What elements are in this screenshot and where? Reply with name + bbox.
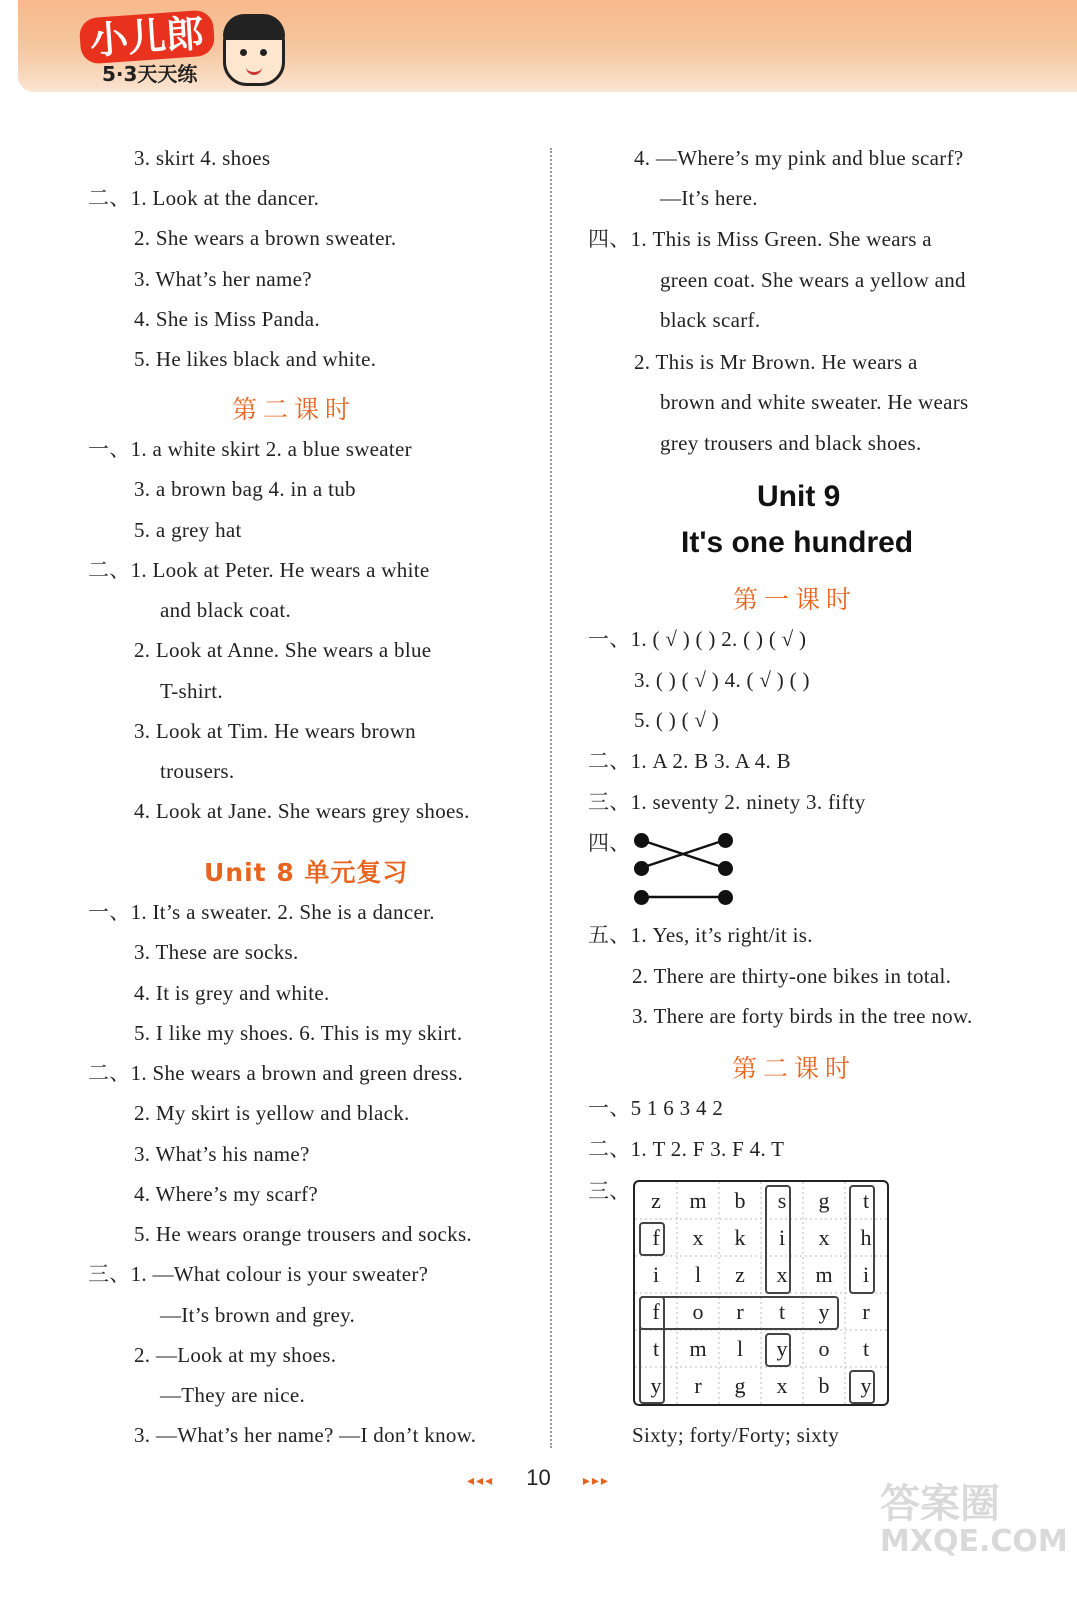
answer-line: 3. These are socks. [134, 940, 299, 964]
answer-line: 5. He likes black and white. [134, 347, 377, 371]
right-arrows-icon: ▸▸▸ [582, 1472, 610, 1488]
grid-letter: y [860, 1373, 872, 1398]
watermark-text: 答案圈 [880, 1481, 1000, 1527]
grid-letter: y [650, 1373, 662, 1398]
grid-letter: g [818, 1188, 830, 1213]
grid-letter: o [818, 1336, 830, 1361]
grid-letter: s [777, 1188, 787, 1213]
series-name: 5·3天天练 [102, 62, 198, 86]
answer-line: and black coat. [160, 598, 292, 622]
answer-line: 五、1. Yes, it’s right/it is. [588, 923, 813, 947]
match-dot [718, 890, 733, 905]
grid-letter: i [862, 1262, 870, 1287]
answer-line: 一、1. It’s a sweater. 2. She is a dancer. [88, 900, 435, 924]
watermark-url: MXQE.COM [880, 1524, 1068, 1559]
unit-title: Unit 9 [757, 480, 841, 513]
grid-letter: t [862, 1188, 870, 1213]
grid-letter: z [735, 1262, 745, 1287]
grid-letter: b [818, 1373, 830, 1398]
grid-letter: r [862, 1299, 870, 1324]
watermark [880, 1482, 1068, 1558]
answer-line: 三、1. seventy 2. ninety 3. fifty [588, 790, 866, 814]
grid-letter: m [689, 1336, 707, 1361]
answer-line: —They are nice. [160, 1383, 306, 1407]
answer-line: 3. a brown bag 4. in a tub [134, 477, 356, 501]
answer-line: 3. ( ) ( √ ) 4. ( √ ) ( ) [634, 668, 810, 692]
grid-letter: l [694, 1262, 702, 1287]
grid-letter: g [734, 1373, 746, 1398]
answer-line: 3. —What’s her name? —I don’t know. [134, 1423, 477, 1447]
answer-line: grey trousers and black shoes. [660, 431, 922, 455]
answer-line: T-shirt. [160, 679, 223, 703]
answer-line: 4. She is Miss Panda. [134, 307, 320, 331]
grid-letter: m [815, 1262, 833, 1287]
answer-line: 二、1. T 2. F 3. F 4. T [588, 1137, 785, 1161]
answer-line: 2. This is Mr Brown. He wears a [634, 350, 918, 374]
answer-line: 4. Look at Jane. She wears grey shoes. [134, 799, 470, 823]
grid-letter: r [736, 1299, 744, 1324]
section-heading: 第二课时 [232, 395, 357, 424]
grid-letter: h [860, 1225, 872, 1250]
answer-line: 5. He wears orange trousers and socks. [134, 1222, 472, 1246]
answer-line: 二、1. Look at Peter. He wears a white [88, 558, 430, 582]
grid-letter: i [652, 1262, 660, 1287]
column-divider [550, 148, 552, 1448]
grid-letter: b [734, 1188, 746, 1213]
answer-line: 四、1. This is Miss Green. She wears a [588, 227, 932, 251]
grid-letter: x [776, 1262, 788, 1287]
answer-line: 三、1. —What colour is your sweater? [88, 1262, 429, 1286]
unit-review-heading: Unit 8 单元复习 [204, 858, 409, 887]
word-search-grid [633, 1180, 889, 1406]
brand-logo: 小儿郎 [79, 9, 216, 64]
answer-line: 3. skirt 4. shoes [134, 146, 271, 170]
grid-letter: k [734, 1225, 746, 1250]
answer-line: 4. —Where’s my pink and blue scarf? [634, 146, 964, 170]
grid-letter: m [689, 1188, 707, 1213]
grid-letter: y [776, 1336, 788, 1361]
answer-line: 四、 [588, 831, 631, 855]
page-number: 10 [526, 1465, 551, 1490]
answer-line: 3. There are forty birds in the tree now. [632, 1004, 973, 1028]
section-heading: 第一课时 [733, 585, 858, 614]
grid-letter: t [778, 1299, 786, 1324]
grid-letter: r [694, 1373, 702, 1398]
answer-line: green coat. She wears a yellow and [660, 268, 966, 292]
answer-line: 2. There are thirty-one bikes in total. [632, 964, 952, 988]
match-dot [718, 861, 733, 876]
answer-line: 三、 [588, 1179, 631, 1203]
answer-line: 2. Look at Anne. She wears a blue [134, 638, 432, 662]
section-heading: 第二课时 [732, 1054, 857, 1083]
match-dot [718, 833, 733, 848]
page-header [18, 0, 1077, 92]
left-arrows-icon: ◂◂◂ [467, 1472, 495, 1488]
answer-line: —It’s brown and grey. [160, 1303, 356, 1327]
grid-letter: x [692, 1225, 704, 1250]
mascot-icon [223, 14, 285, 86]
grid-letter: o [692, 1299, 704, 1324]
answer-line: 一、1. ( √ ) ( ) 2. ( ) ( √ ) [588, 627, 807, 651]
answer-line: 一、1. a white skirt 2. a blue sweater [88, 437, 412, 461]
answer-line: 3. What’s her name? [134, 267, 312, 291]
match-dot [634, 861, 649, 876]
grid-letter: x [818, 1225, 830, 1250]
match-dot [634, 833, 649, 848]
answer-line: 2. My skirt is yellow and black. [134, 1101, 410, 1125]
grid-letter: f [652, 1299, 660, 1324]
answer-line: 5. I like my shoes. 6. This is my skirt. [134, 1021, 463, 1045]
answer-line: 5. ( ) ( √ ) [634, 708, 720, 732]
answer-line: 二、1. She wears a brown and green dress. [88, 1061, 464, 1085]
answer-line: trousers. [160, 759, 235, 783]
answer-line: 一、5 1 6 3 4 2 [588, 1096, 724, 1120]
grid-letter: l [736, 1336, 744, 1361]
grid-letter: z [651, 1188, 661, 1213]
answer-line: 5. a grey hat [134, 518, 242, 542]
answer-line: 3. What’s his name? [134, 1142, 310, 1166]
answer-line: black scarf. [660, 308, 761, 332]
grid-letter: t [862, 1336, 870, 1361]
answer-line: 4. Where’s my scarf? [134, 1182, 319, 1206]
grid-letter: y [818, 1299, 830, 1324]
grid-letter: t [652, 1336, 660, 1361]
grid-letter: x [776, 1373, 788, 1398]
answer-line: brown and white sweater. He wears [660, 390, 969, 414]
answer-line: 2. —Look at my shoes. [134, 1343, 337, 1367]
answer-line: 二、1. A 2. B 3. A 4. B [588, 749, 791, 773]
match-dot [634, 890, 649, 905]
unit-subtitle: It's one hundred [681, 526, 914, 559]
answer-line: 2. She wears a brown sweater. [134, 226, 397, 250]
answer-line: 4. It is grey and white. [134, 981, 330, 1005]
answer-line: 二、1. Look at the dancer. [88, 186, 320, 210]
answer-line: Sixty; forty/Forty; sixty [632, 1423, 840, 1447]
answer-line: 3. Look at Tim. He wears brown [134, 719, 416, 743]
grid-letter: i [778, 1225, 786, 1250]
answer-line: —It’s here. [660, 186, 758, 210]
grid-letter: f [652, 1225, 660, 1250]
